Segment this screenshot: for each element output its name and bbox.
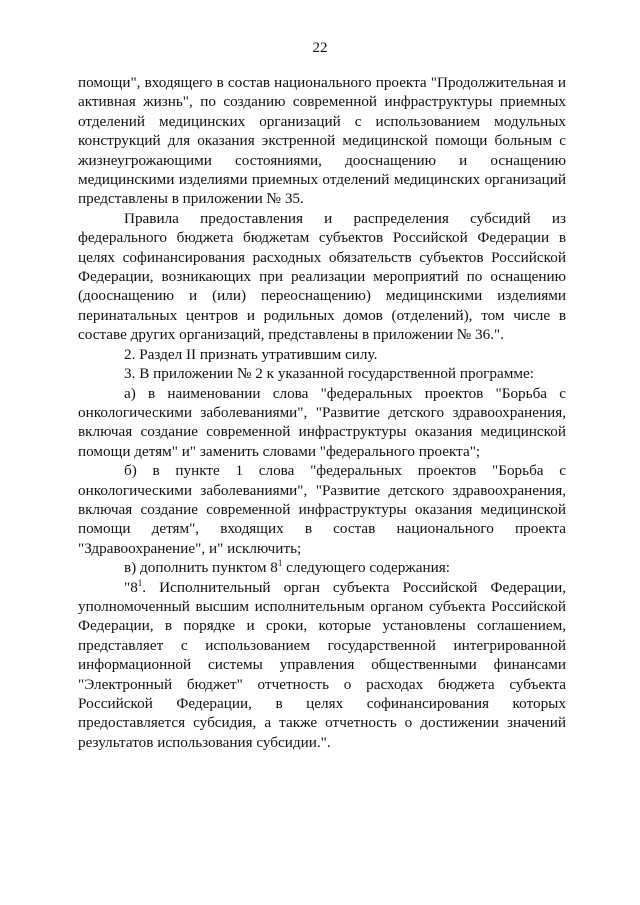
paragraph-subitem-a: а) в наименовании слова "федеральных проектов "Борьба с онкологическими заболеваниями", "Развитие детского здравоохранения, включая создание современной инфраструктуры оказания медицинской помощи детям" и" заменить словами "федерального проекта"; [78,384,566,460]
paragraph-item-2: 2. Раздел II признать утратившим силу. [124,345,378,363]
superscript: 1 [277,558,283,569]
paragraph-point-8-1 [78,578,566,753]
subitem-v-text: в) дополнить пунктом 8 [124,559,278,577]
document-body [78,73,566,752]
paragraph-subitem-v [78,558,566,577]
point-8-1-text: . Исполнительный орган субъекта Российской Федерации, уполномоченный высшим исполнительным органом субъекта Российской Федерации, в порядке и сроки, которые установлены соглашением, представляет с использованием государственной интегрированной информационной системы управления общественными финансами "Электронный бюджет" отчетность о расходах бюджета субъекта Российской Федерации, в целях софинансирования которых предоставляется субсидия, а также отчетность о достижении значений результатов использования субсидии.". [78,578,566,751]
page-number: 22 [312,40,328,56]
paragraph-item-3: 3. В приложении № 2 к указанной государственной программе: [124,365,534,383]
superscript: 1 [137,577,143,588]
paragraph-continuation: помощи", входящего в состав национального проекта "Продолжительная и активная жизнь", по созданию современной инфраструктуры приемных отделений медицинских организаций с использованием модульных конструкций для оказания экстренной медицинской помощи больным с жизнеугрожающими состояниями, дооснащению и оснащению медицинскими изделиями приемных отделений медицинских организаций представлены в приложении № 35. [78,74,566,208]
paragraph-subsidy-rules: Правила предоставления и распределения субсидий из федерального бюджета бюджетам субъектов Российской Федерации в целях софинансирования расходных обязательств субъектов Российской Федерации, возникающих при реализации мероприятий по оснащению (дооснащению и (или) переоснащению) медицинскими изделиями перинатальных центров и родильных домов (отделений), том числе в составе других организаций, представлены в приложении № 36.". [78,209,566,344]
point-8-1-number: "8 [124,578,138,596]
subitem-v-text-end: следующего содержания: [282,559,450,577]
paragraph-subitem-b: б) в пункте 1 слова "федеральных проектов "Борьба с онкологическими заболеваниями", "Развитие детского здравоохранения, включая создание современной инфраструктуры оказания медицинской помощи детям", входящих в состав национального проекта "Здравоохранение", и" исключить; [78,462,566,557]
